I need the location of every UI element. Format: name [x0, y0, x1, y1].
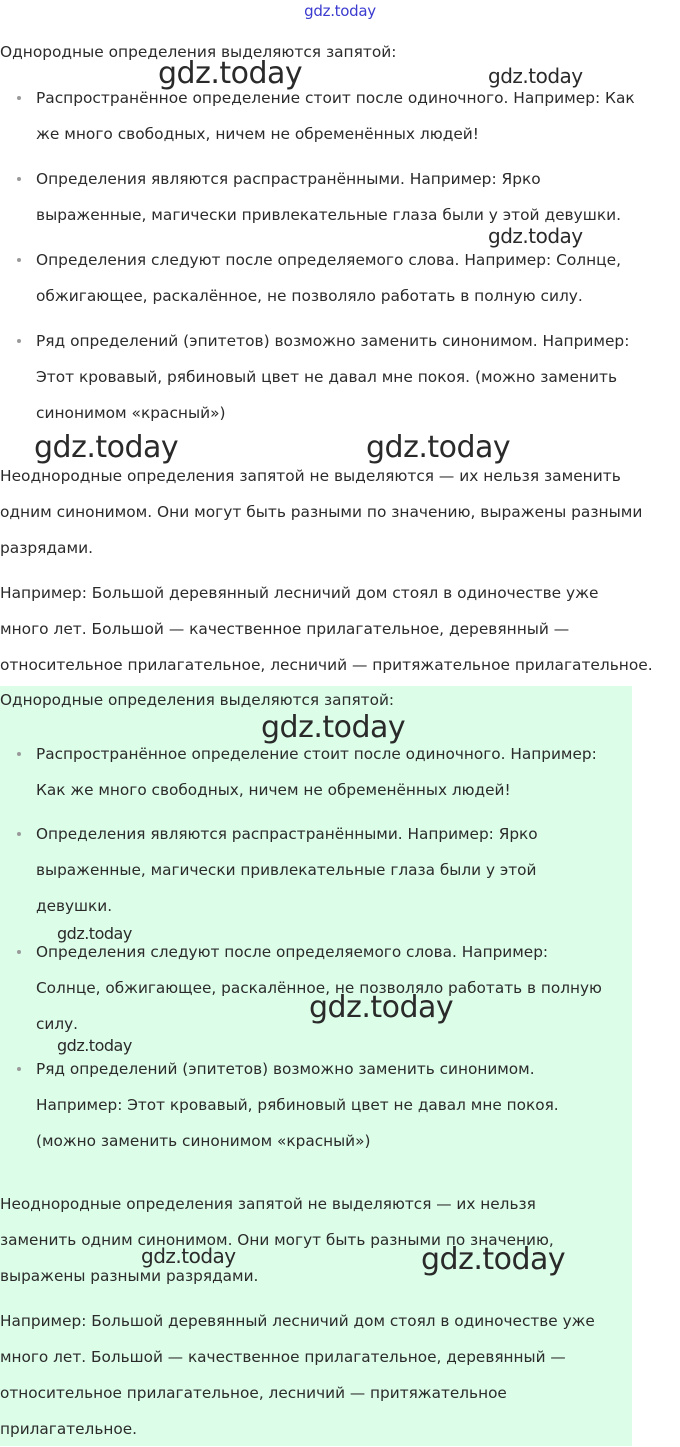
bullet-icon [17, 339, 21, 343]
watermark: gdz.today [421, 1242, 566, 1277]
bullet-icon [17, 1067, 21, 1071]
bullet-icon [17, 96, 21, 100]
paragraph: Неоднородные определения запятой не выделяются — их нельзя заменить одним синонимом. Они могут быть разными по значению, выражены разными разрядами. [0, 467, 643, 557]
watermark: gdz.today [366, 430, 511, 465]
answer-version-2: Однородные определения выделяются запятой: Распространённое определение стоит после одиночного. Например: Как же много свободных, ничем не обременённых людей! Определения являются распрастранёнными. Например: Ярко выраженные, магически привлекательные глаза были у этой девушки. Определения следуют после определяемого слова. Например: Солнце, обжигающее, раскалённое, не позволяло работать в полную силу. Ряд определений (эпитетов) возможно заменить синонимом. Например: Этот кровавый, рябиновый цвет не давал мне покоя. (можно заменить синонимом «красный») Неоднородные определения запятой не выделяются — их нельзя заменить одним синонимом. Они могут быть разными по значению, выражены разными разрядами. Например: Большой деревянный лесничий дом стоял в одиночестве уже много лет. Большой — качественное прилагательное, деревянный — относительное прилагательное, лесничий — притяжательное прилагательное. [0, 686, 632, 1446]
watermark: gdz.today [309, 990, 454, 1025]
watermark: gdz.today [488, 224, 583, 248]
intro-text: Однородные определения выделяются запятой: [0, 43, 397, 61]
bullet-icon [17, 752, 21, 756]
intro-text: Однородные определения выделяются запятой: [0, 691, 395, 709]
answer-version-1: Однородные определения выделяются запятой: Распространённое определение стоит после одиночного. Например: Как же много свободных, ничем не обременённых людей! Определения являются распрастранёнными. Например: Ярко выраженные, магически привлекательные глаза были у этой девушки. Определения следуют после определяемого слова. Например: Солнце, обжигающее, раскалённое, не позволяло работать в полную силу. Ряд определений (эпитетов) возможно заменить синонимом. Например: Этот кровавый, рябиновый цвет не давал мне покоя. (можно заменить синонимом «красный») Неоднородные определения запятой не выделяются — их нельзя заменить одним синонимом. Они могут быть разными по значению, выражены разными разрядами. Например: Большой деревянный лесничий дом стоял в одиночестве уже много лет. Большой — качественное прилагательное, деревянный — относительное прилагательное, лесничий — притяжательное прилагательное. [0, 34, 680, 684]
watermark: gdz.today [141, 1244, 236, 1268]
watermark: gdz.today [57, 924, 132, 943]
site-link[interactable]: gdz.today [304, 2, 376, 20]
bullet-icon [17, 177, 21, 181]
bullet-icon [17, 950, 21, 954]
watermark: gdz.today [261, 710, 406, 745]
watermark: gdz.today [158, 56, 303, 91]
bullet-icon [17, 258, 21, 262]
watermark: gdz.today [34, 430, 179, 465]
watermark: gdz.today [57, 1036, 132, 1055]
paragraph: Неоднородные определения запятой не выделяются — их нельзя заменить одним синонимом. Они могут быть разными по значению, выражены разными разрядами. [0, 1195, 554, 1285]
watermark: gdz.today [488, 64, 583, 88]
bullet-icon [17, 832, 21, 836]
paragraph: Например: Большой деревянный лесничий дом стоял в одиночестве уже много лет. Большой — качественное прилагательное, деревянный — относительное прилагательное, лесничий — притяжательное прилагательное. [0, 584, 653, 674]
paragraph: Например: Большой деревянный лесничий дом стоял в одиночестве уже много лет. Большой — качественное прилагательное, деревянный — относительное прилагательное, лесничий — притяжательное прилагательное. [0, 1312, 595, 1438]
